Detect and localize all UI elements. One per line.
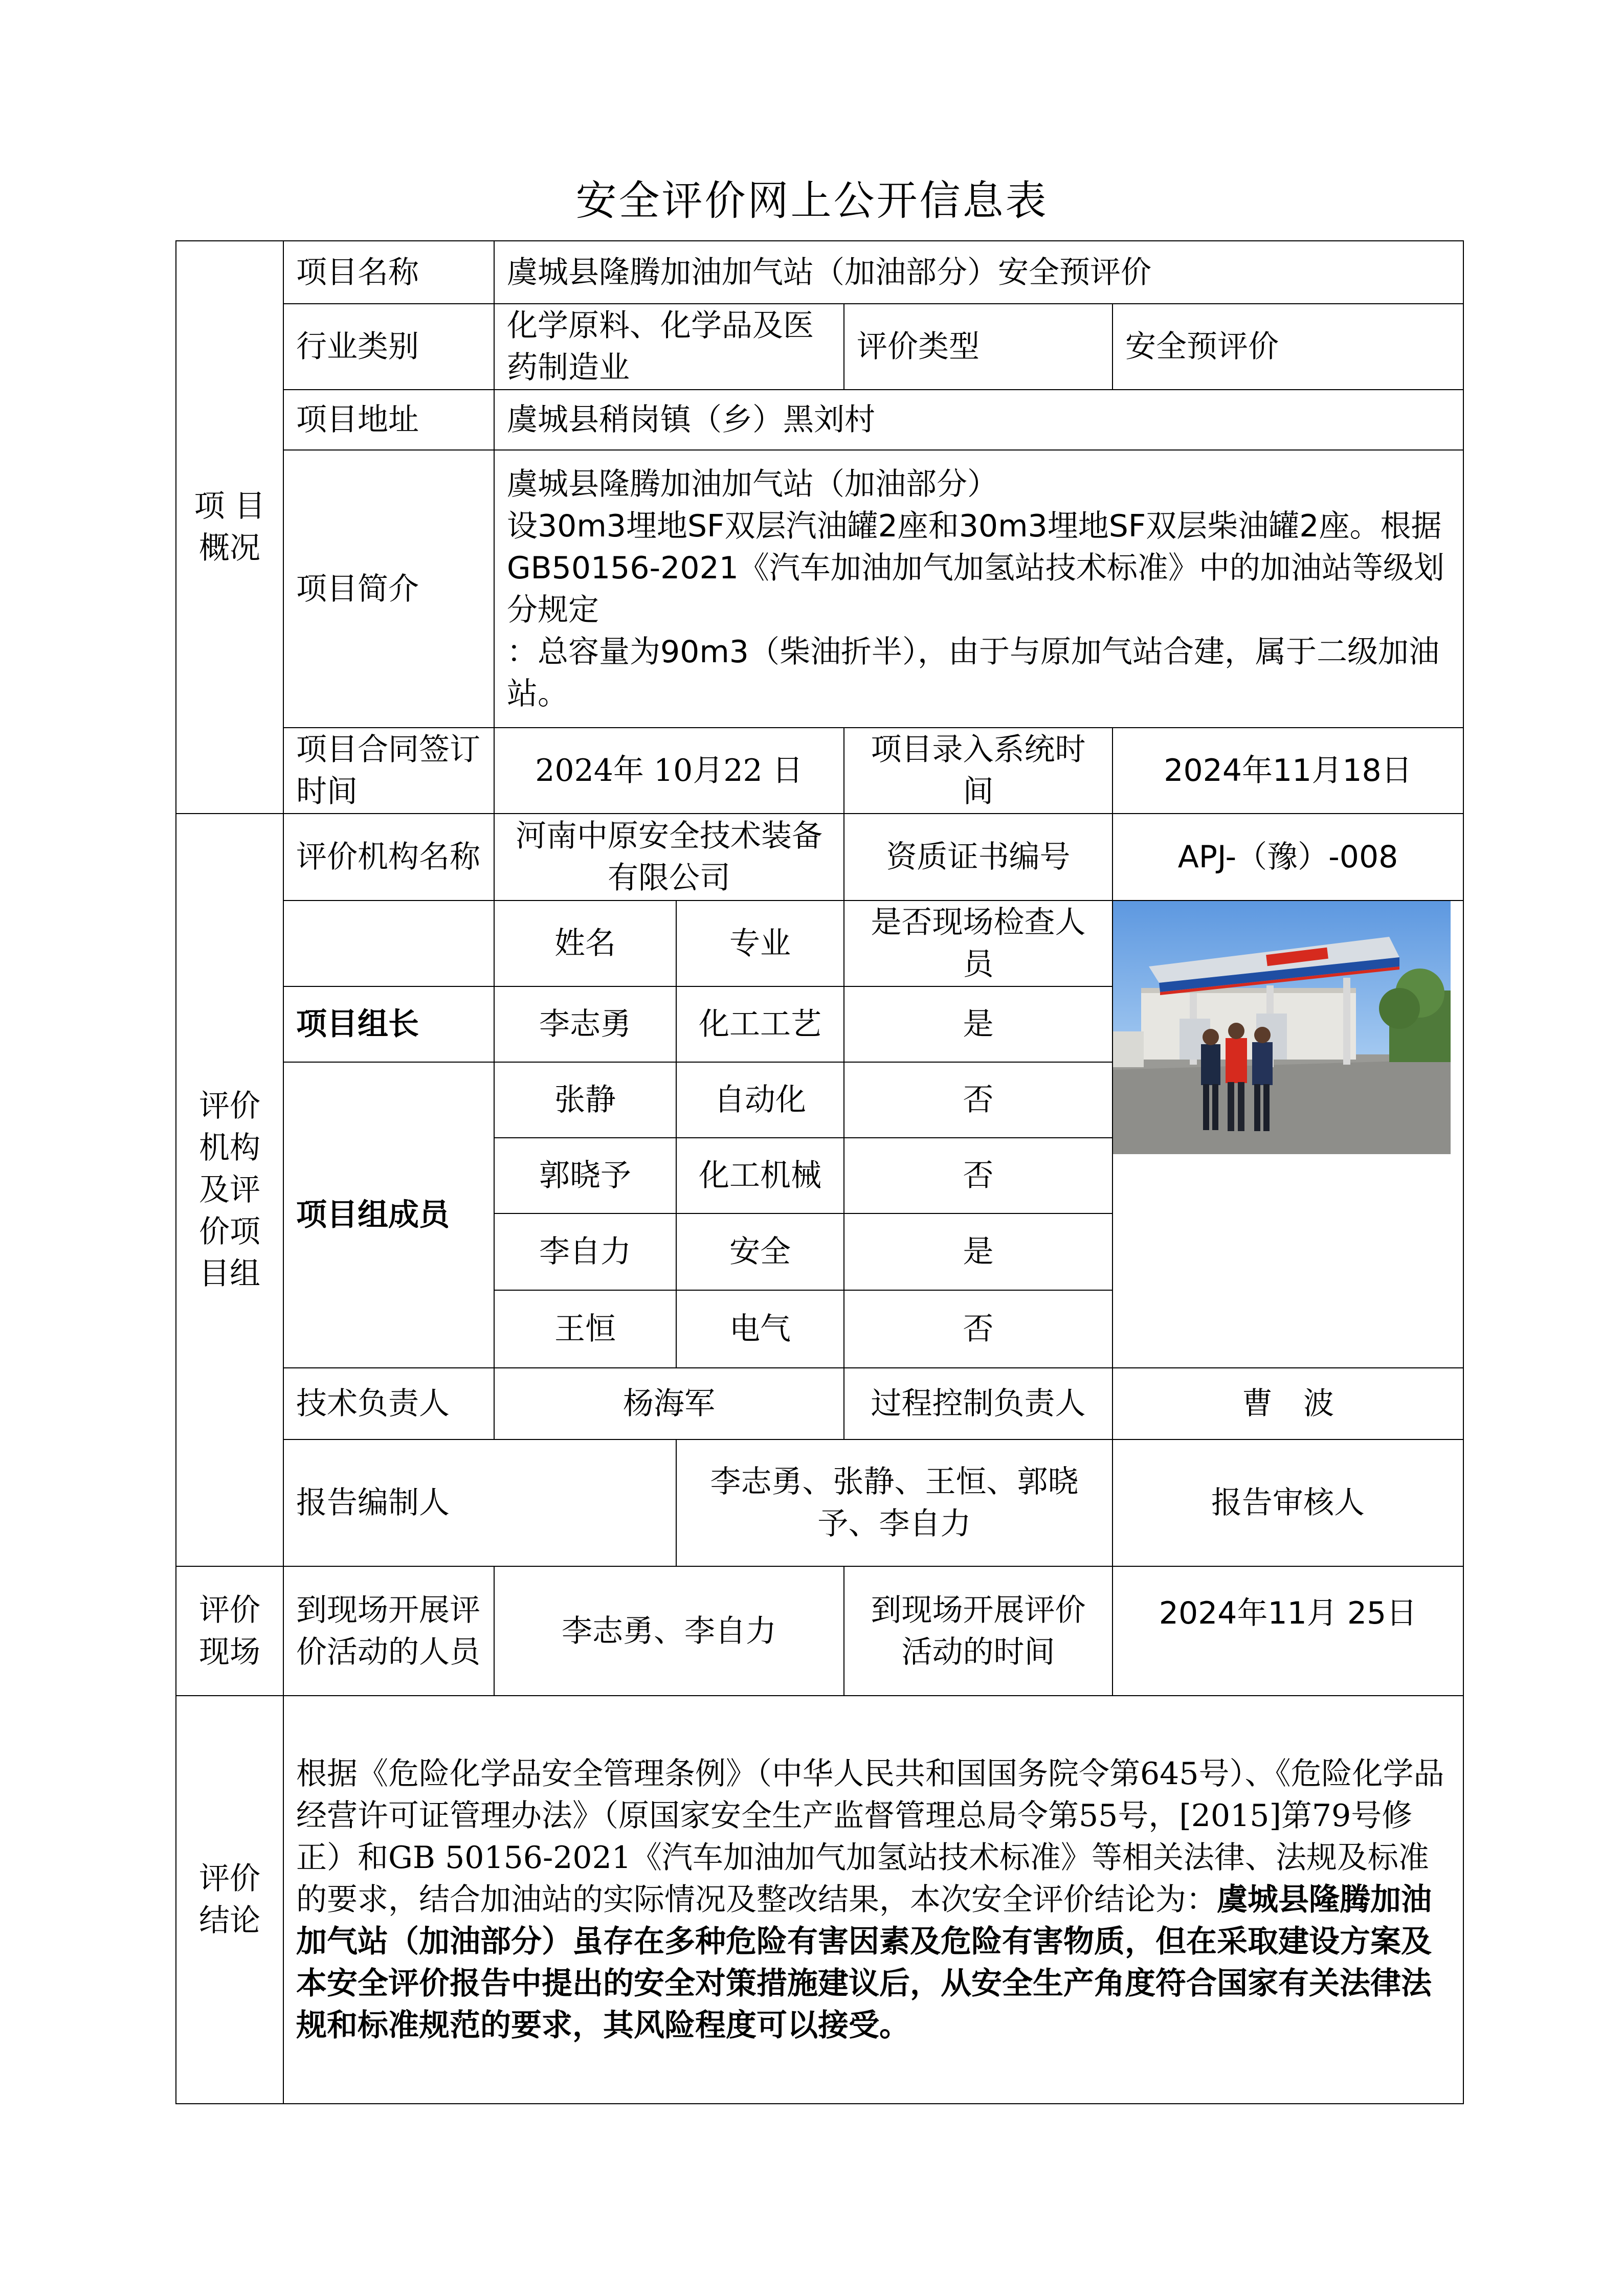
section-org	[176, 814, 283, 1566]
section-site-label: 评价现场	[199, 1592, 260, 1670]
section-org-label: 评价机构及评价项目组	[199, 1088, 260, 1292]
label-cert: 资质证书编号	[844, 814, 1113, 901]
value-tech-lead: 杨海军	[494, 1368, 844, 1439]
label-process-lead: 过程控制负责人	[844, 1368, 1113, 1439]
member-onsite: 否	[844, 1290, 1113, 1368]
header-name: 姓名	[494, 901, 676, 986]
info-table	[175, 240, 1464, 2104]
label-entry-time: 项目录入系统时间	[844, 728, 1113, 814]
section-conclusion	[176, 1696, 283, 2104]
section-conclusion-label: 评价结论	[199, 1861, 260, 1939]
leader-onsite: 是	[844, 986, 1113, 1062]
page-title: 安全评价网上公开信息表	[575, 177, 1049, 224]
value-address: 虞城县稍岗镇（乡）黑刘村	[494, 390, 1463, 450]
label-project-name: 项目名称	[283, 241, 494, 304]
value-entry-time: 2024年11月18日	[1113, 728, 1463, 814]
header-major: 专业	[676, 901, 844, 986]
leader-name: 李志勇	[494, 986, 676, 1062]
member-name: 王恒	[494, 1290, 676, 1368]
label-intro: 项目简介	[283, 450, 494, 728]
member-major: 电气	[676, 1290, 844, 1368]
label-report-author: 报告编制人	[283, 1439, 676, 1566]
site-photo	[1113, 901, 1451, 1154]
intro-line: 虞城县隆腾加油加气站（加油部分）	[507, 466, 998, 502]
member-name: 李自力	[494, 1213, 676, 1290]
value-cert: APJ-（豫）-008	[1113, 814, 1463, 901]
section-overview	[176, 241, 283, 814]
header-onsite: 是否现场检查人员	[844, 901, 1113, 986]
intro-line: 设30m3埋地SF双层汽油罐2座和30m3埋地SF双层柴油罐2座。根据	[507, 508, 1442, 544]
section-overview-label: 项 目 概况	[194, 488, 265, 566]
conclusion-text	[283, 1696, 1463, 2104]
member-name: 张静	[494, 1062, 676, 1138]
label-site-time: 到现场开展评价活动的时间	[844, 1566, 1113, 1696]
member-major: 安全	[676, 1213, 844, 1290]
site-photo-cell	[1113, 901, 1463, 1368]
intro-line: GB50156-2021《汽车加油加气加氢站技术标准》中的加油站等级划分规定	[507, 550, 1444, 628]
member-major: 化工机械	[676, 1138, 844, 1213]
conclusion-normal: 根据《危险化学品安全管理条例》（中华人民共和国国务院令第645号）、《危险化学品经营许可证管理办法》（原国家安全生产监督管理总局令第55号，[2015]第79号修正）和GB 50156-2021《汽车加油加气加氢站技术标准》等相关法律、法规及标准的要求，结合加油站的实际情况及整改结果，本次安全评价结论为：	[296, 1756, 1444, 1918]
label-org-name: 评价机构名称	[283, 814, 494, 901]
section-site	[176, 1566, 283, 1696]
member-name: 郭晓予	[494, 1138, 676, 1213]
label-site-people: 到现场开展评价活动的人员	[283, 1566, 494, 1696]
member-major: 自动化	[676, 1062, 844, 1138]
value-org-name: 河南中原安全技术装备有限公司	[494, 814, 844, 901]
value-eval-type: 安全预评价	[1113, 304, 1463, 390]
member-onsite: 是	[844, 1213, 1113, 1290]
label-report-reviewer: 报告审核人	[1113, 1439, 1463, 1566]
value-site-people: 李志勇、李自力	[494, 1566, 844, 1696]
member-onsite: 否	[844, 1062, 1113, 1138]
value-site-time: 2024年11月 25日	[1113, 1566, 1463, 1696]
value-process-lead: 曹 波	[1113, 1368, 1463, 1439]
label-members: 项目组成员	[283, 1062, 494, 1368]
conclusion-bold: 虞城县隆腾加油加气站（加油部分）虽存在多种危险有害因素及危险有害物质，但在采取建设方案及本安全评价报告中提出的安全对策措施建议后，从安全生产角度符合国家有关法律法规和标准规范的要求，其风险程度可以接受。	[296, 1882, 1432, 2043]
value-report-author: 李志勇、张静、王恒、郭晓予、李自力	[676, 1439, 1113, 1566]
label-leader: 项目组长	[283, 986, 494, 1062]
label-tech-lead: 技术负责人	[283, 1368, 494, 1439]
blank-header-cell	[283, 901, 494, 986]
label-industry: 行业类别	[283, 304, 494, 390]
member-onsite: 否	[844, 1138, 1113, 1213]
intro-line: ：总容量为90m3（柴油折半），由于与原加气站合建，属于二级加油站。	[507, 634, 1439, 712]
value-intro	[494, 450, 1463, 728]
label-address: 项目地址	[283, 390, 494, 450]
leader-major: 化工工艺	[676, 986, 844, 1062]
label-contract-time: 项目合同签订时间	[283, 728, 494, 814]
label-eval-type: 评价类型	[844, 304, 1113, 390]
value-industry: 化学原料、化学品及医药制造业	[494, 304, 844, 390]
value-contract-time: 2024年 10月22 日	[494, 728, 844, 814]
value-project-name: 虞城县隆腾加油加气站（加油部分）安全预评价	[494, 241, 1463, 304]
